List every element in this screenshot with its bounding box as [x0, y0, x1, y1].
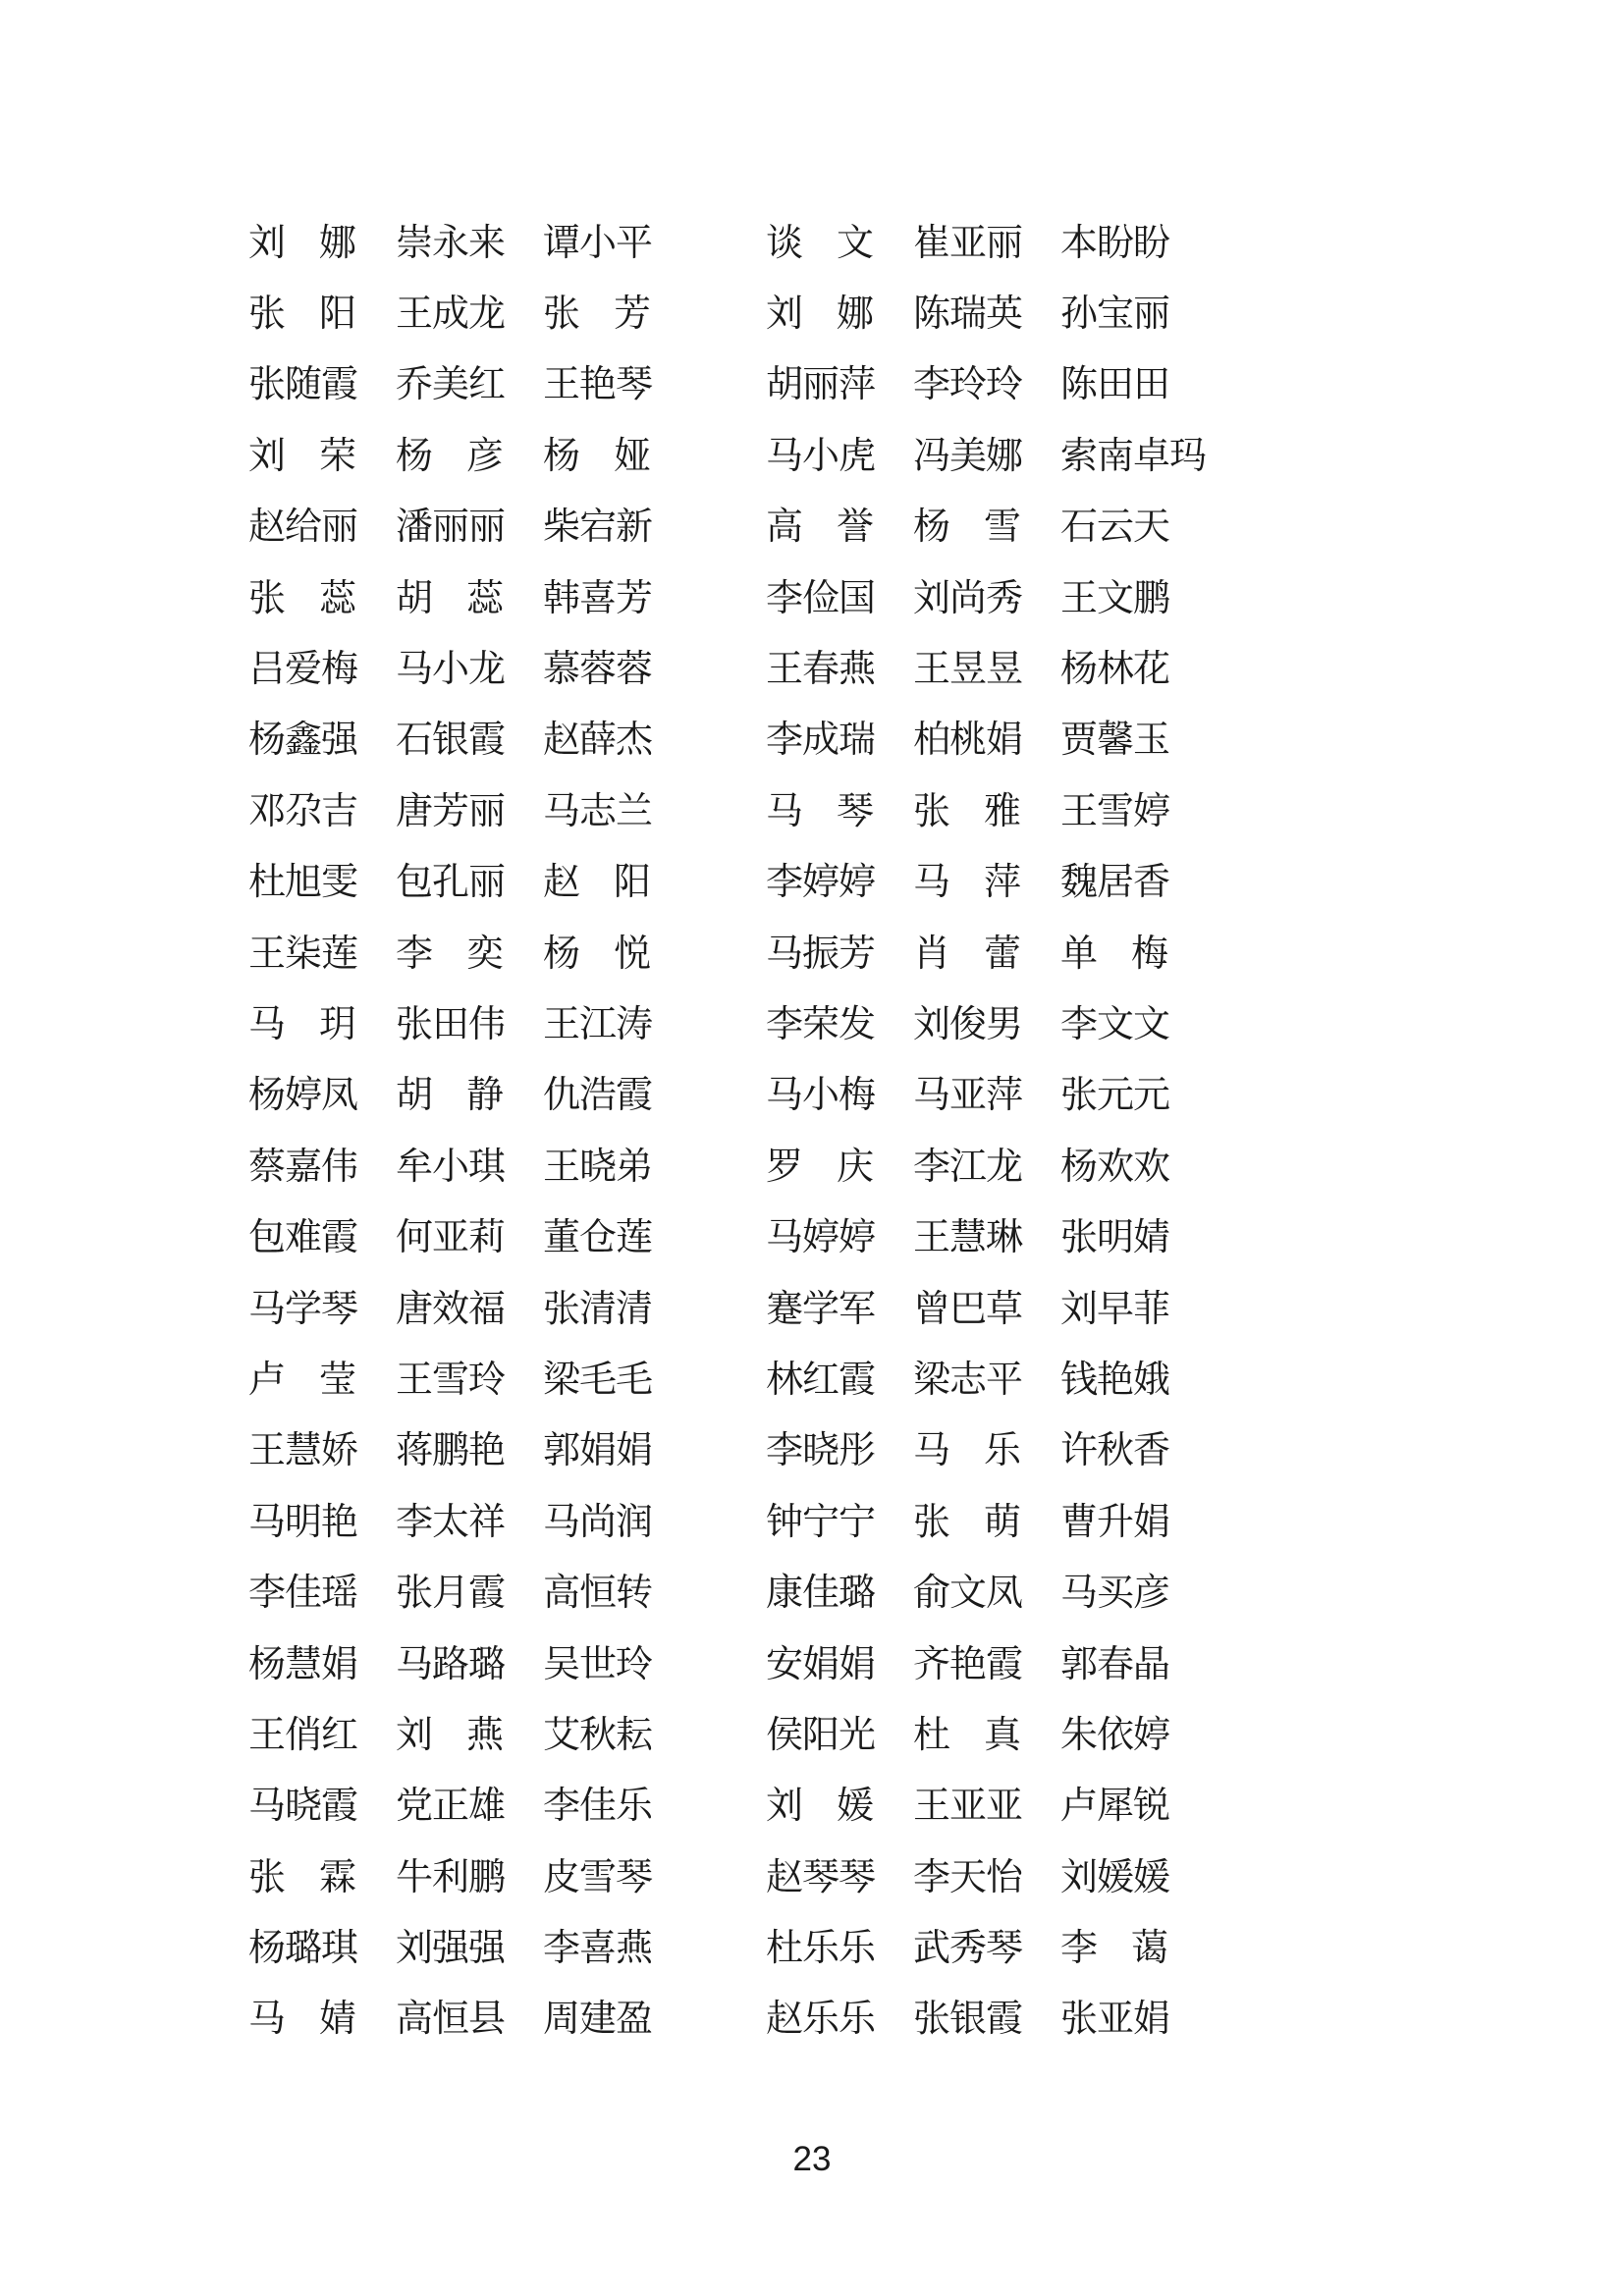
- name-cell: 王成龙: [396, 294, 506, 336]
- table-row: [248, 203, 1220, 274]
- name-cell: 高恒转: [543, 1573, 653, 1615]
- name-cell: 张 芳: [543, 294, 651, 336]
- name-cell: 张元元: [1060, 1075, 1170, 1117]
- name-cell: 马 琴: [766, 790, 874, 832]
- name-cell: 崔亚丽: [913, 222, 1023, 264]
- name-cell: 王亚亚: [913, 1786, 1023, 1828]
- name-cell: 张明婧: [1060, 1217, 1170, 1259]
- table-row: [248, 1767, 1220, 1838]
- name-cell: 李江龙: [913, 1146, 1023, 1188]
- name-cell: 王俏红: [248, 1714, 358, 1756]
- name-cell: 慕蓉蓉: [543, 649, 653, 691]
- table-row: [248, 488, 1220, 559]
- name-cell: 王春燕: [766, 649, 876, 691]
- table-row: [248, 1482, 1220, 1553]
- name-cell: 王晓弟: [543, 1146, 653, 1188]
- name-cell: 杨慧娟: [248, 1643, 358, 1685]
- name-cell: 韩喜芳: [543, 577, 653, 619]
- name-cell: 杨鑫强: [248, 720, 358, 762]
- name-cell: 卢犀锐: [1060, 1786, 1170, 1828]
- name-cell: 马 萍: [913, 862, 1021, 904]
- name-cell: 刘 娜: [248, 222, 356, 264]
- name-cell: 张 蕊: [248, 577, 356, 619]
- name-cell: 刘 媛: [766, 1786, 874, 1828]
- name-cell: 杜旭雯: [248, 862, 358, 904]
- name-cell: 马晓霞: [248, 1786, 358, 1828]
- name-cell: 杨林花: [1060, 649, 1170, 691]
- name-cell: 马 玥: [248, 1003, 356, 1045]
- name-cell: 柴宕新: [543, 507, 653, 549]
- name-cell: 侯阳光: [766, 1714, 876, 1756]
- name-cell: 蒋鹏艳: [396, 1430, 506, 1472]
- name-cell: 李玲玲: [913, 364, 1023, 406]
- name-cell: 马路璐: [396, 1643, 506, 1685]
- name-cell: 胡丽萍: [766, 364, 876, 406]
- name-cell: 马学琴: [248, 1288, 358, 1330]
- name-cell: 董仓莲: [543, 1217, 653, 1259]
- name-cell: 许秋香: [1060, 1430, 1170, 1472]
- name-cell: 单 梅: [1060, 933, 1168, 975]
- name-cell: 李成瑞: [766, 720, 876, 762]
- name-cell: 魏居香: [1060, 862, 1170, 904]
- name-cell: 康佳璐: [766, 1573, 876, 1615]
- name-cell: 包孔丽: [396, 862, 506, 904]
- name-cell: 杨璐琪: [248, 1928, 358, 1970]
- name-cell: 马小虎: [766, 435, 876, 477]
- name-cell: 艾秋耘: [543, 1714, 653, 1756]
- name-cell: 曾巴草: [913, 1288, 1023, 1330]
- name-cell: 索南卓玛: [1060, 435, 1207, 477]
- table-row: [248, 701, 1220, 772]
- table-row: [248, 843, 1220, 914]
- table-row: [248, 1553, 1220, 1624]
- name-cell: 钱艳娥: [1060, 1359, 1170, 1401]
- name-cell: 刘强强: [396, 1928, 506, 1970]
- name-cell: 杨 彦: [396, 435, 504, 477]
- name-cell: 梁毛毛: [543, 1359, 653, 1401]
- table-row: [248, 1412, 1220, 1482]
- name-cell: 张随霞: [248, 364, 358, 406]
- name-cell: 肖 蕾: [913, 933, 1021, 975]
- name-cell: 王艳琴: [543, 364, 653, 406]
- name-cell: 仇浩霞: [543, 1075, 653, 1117]
- name-cell: 本盼盼: [1060, 222, 1170, 264]
- name-cell: 刘尚秀: [913, 577, 1023, 619]
- table-row: [248, 1198, 1220, 1268]
- name-cell: 党正雄: [396, 1786, 506, 1828]
- name-cell: 张 雅: [913, 790, 1021, 832]
- name-cell: 郭春晶: [1060, 1643, 1170, 1685]
- name-cell: 张 阳: [248, 294, 356, 336]
- name-cell: 吴世玲: [543, 1643, 653, 1685]
- name-cell: 王江涛: [543, 1003, 653, 1045]
- name-cell: 马振芳: [766, 933, 876, 975]
- name-cell: 曹升娟: [1060, 1501, 1170, 1543]
- name-cell: 马小梅: [766, 1075, 876, 1117]
- table-row: [248, 1838, 1220, 1908]
- name-cell: 吕爱梅: [248, 649, 358, 691]
- name-cell: 杨婷凤: [248, 1075, 358, 1117]
- name-cell: 马明艳: [248, 1501, 358, 1543]
- name-cell: 赵给丽: [248, 507, 358, 549]
- name-cell: 武秀琴: [913, 1928, 1023, 1970]
- name-cell: 唐效福: [396, 1288, 506, 1330]
- name-cell: 乔美红: [396, 364, 506, 406]
- name-cell: 朱依婷: [1060, 1714, 1170, 1756]
- name-cell: 周建盈: [543, 1999, 653, 2041]
- table-row: [248, 1056, 1220, 1127]
- table-row: [248, 772, 1220, 842]
- name-cell: 张田伟: [396, 1003, 506, 1045]
- name-cell: 柏桃娟: [913, 720, 1023, 762]
- table-row: [248, 416, 1220, 487]
- name-cell: 杨欢欢: [1060, 1146, 1170, 1188]
- table-row: [248, 914, 1220, 985]
- name-cell: 胡 静: [396, 1075, 504, 1117]
- name-cell: 陈田田: [1060, 364, 1170, 406]
- name-cell: 杜 真: [913, 1714, 1021, 1756]
- table-row: [248, 1127, 1220, 1198]
- name-cell: 赵 阳: [543, 862, 651, 904]
- name-cell: 牛利鹏: [396, 1856, 506, 1898]
- name-cell: 马 乐: [913, 1430, 1021, 1472]
- table-row: [248, 346, 1220, 416]
- table-row: [248, 1980, 1220, 2051]
- name-cell: 牟小琪: [396, 1146, 506, 1188]
- table-row: [248, 1269, 1220, 1340]
- table-row: [248, 1695, 1220, 1766]
- name-cell: 王慧娇: [248, 1430, 358, 1472]
- name-cell: 李喜燕: [543, 1928, 653, 1970]
- name-cell: 李佳乐: [543, 1786, 653, 1828]
- name-cell: 钟宁宁: [766, 1501, 876, 1543]
- name-cell: 郭娟娟: [543, 1430, 653, 1472]
- name-cell: 赵薛杰: [543, 720, 653, 762]
- name-cell: 刘媛媛: [1060, 1856, 1170, 1898]
- name-cell: 刘 燕: [396, 1714, 504, 1756]
- name-cell: 何亚莉: [396, 1217, 506, 1259]
- table-row: [248, 629, 1220, 700]
- name-cell: 高恒县: [396, 1999, 506, 2041]
- name-cell: 王柒莲: [248, 933, 358, 975]
- name-cell: 张清清: [543, 1288, 653, 1330]
- name-cell: 张月霞: [396, 1573, 506, 1615]
- name-cell: 刘 荣: [248, 435, 356, 477]
- name-cell: 李文文: [1060, 1003, 1170, 1045]
- name-cell: 石云天: [1060, 507, 1170, 549]
- name-cell: 齐艳霞: [913, 1643, 1023, 1685]
- table-row: [248, 1340, 1220, 1411]
- name-cell: 杨 娅: [543, 435, 651, 477]
- name-cell: 王雪玲: [396, 1359, 506, 1401]
- name-cell: 李晓彤: [766, 1430, 876, 1472]
- name-cell: 王昱昱: [913, 649, 1023, 691]
- name-cell: 潘丽丽: [396, 507, 506, 549]
- name-cell: 谭小平: [543, 222, 653, 264]
- name-cell: 谈 文: [766, 222, 874, 264]
- name-cell: 贾馨玉: [1060, 720, 1170, 762]
- name-cell: 安娟娟: [766, 1643, 876, 1685]
- name-cell: 赵乐乐: [766, 1999, 876, 2041]
- name-grid: [248, 203, 1220, 2051]
- name-cell: 刘早菲: [1060, 1288, 1170, 1330]
- name-cell: 杜乐乐: [766, 1928, 876, 1970]
- name-cell: 刘 娜: [766, 294, 874, 336]
- name-cell: 唐芳丽: [396, 790, 506, 832]
- table-row: [248, 1625, 1220, 1695]
- name-cell: 蹇学军: [766, 1288, 876, 1330]
- table-row: [248, 559, 1220, 629]
- name-cell: 李俭国: [766, 577, 876, 619]
- name-cell: 马尚润: [543, 1501, 653, 1543]
- name-cell: 杨 雪: [913, 507, 1021, 549]
- name-cell: 蔡嘉伟: [248, 1146, 358, 1188]
- name-cell: 胡 蕊: [396, 577, 504, 619]
- name-cell: 俞文凤: [913, 1573, 1023, 1615]
- page-number: 23: [792, 2140, 832, 2178]
- name-cell: 王慧琳: [913, 1217, 1023, 1259]
- name-cell: 马 婧: [248, 1999, 356, 2041]
- name-cell: 高 誉: [766, 507, 874, 549]
- name-cell: 张 霖: [248, 1856, 356, 1898]
- name-cell: 王文鹏: [1060, 577, 1170, 619]
- name-cell: 邓尕吉: [248, 790, 358, 832]
- name-cell: 李婷婷: [766, 862, 876, 904]
- name-cell: 张亚娟: [1060, 1999, 1170, 2041]
- name-cell: 马小龙: [396, 649, 506, 691]
- name-cell: 刘俊男: [913, 1003, 1023, 1045]
- name-cell: 李天怡: [913, 1856, 1023, 1898]
- name-cell: 李荣发: [766, 1003, 876, 1045]
- name-cell: 崇永来: [396, 222, 506, 264]
- name-cell: 马买彦: [1060, 1573, 1170, 1615]
- name-cell: 冯美娜: [913, 435, 1023, 477]
- table-row: [248, 274, 1220, 345]
- name-cell: 林红霞: [766, 1359, 876, 1401]
- name-cell: 李 奕: [396, 933, 504, 975]
- name-cell: 王雪婷: [1060, 790, 1170, 832]
- name-cell: 卢 莹: [248, 1359, 356, 1401]
- name-cell: 赵琴琴: [766, 1856, 876, 1898]
- name-cell: 李佳瑶: [248, 1573, 358, 1615]
- name-cell: 张 萌: [913, 1501, 1021, 1543]
- name-cell: 皮雪琴: [543, 1856, 653, 1898]
- name-cell: 马亚萍: [913, 1075, 1023, 1117]
- name-cell: 张银霞: [913, 1999, 1023, 2041]
- name-cell: 包难霞: [248, 1217, 358, 1259]
- table-row: [248, 985, 1220, 1055]
- table-row: [248, 1908, 1220, 1979]
- name-cell: 马志兰: [543, 790, 653, 832]
- name-cell: 石银霞: [396, 720, 506, 762]
- name-cell: 陈瑞英: [913, 294, 1023, 336]
- name-cell: 罗 庆: [766, 1146, 874, 1188]
- name-cell: 李太祥: [396, 1501, 506, 1543]
- name-cell: 孙宝丽: [1060, 294, 1170, 336]
- name-cell: 杨 悦: [543, 933, 651, 975]
- name-cell: 梁志平: [913, 1359, 1023, 1401]
- name-cell: 马婷婷: [766, 1217, 876, 1259]
- name-cell: 李 蔼: [1060, 1928, 1168, 1970]
